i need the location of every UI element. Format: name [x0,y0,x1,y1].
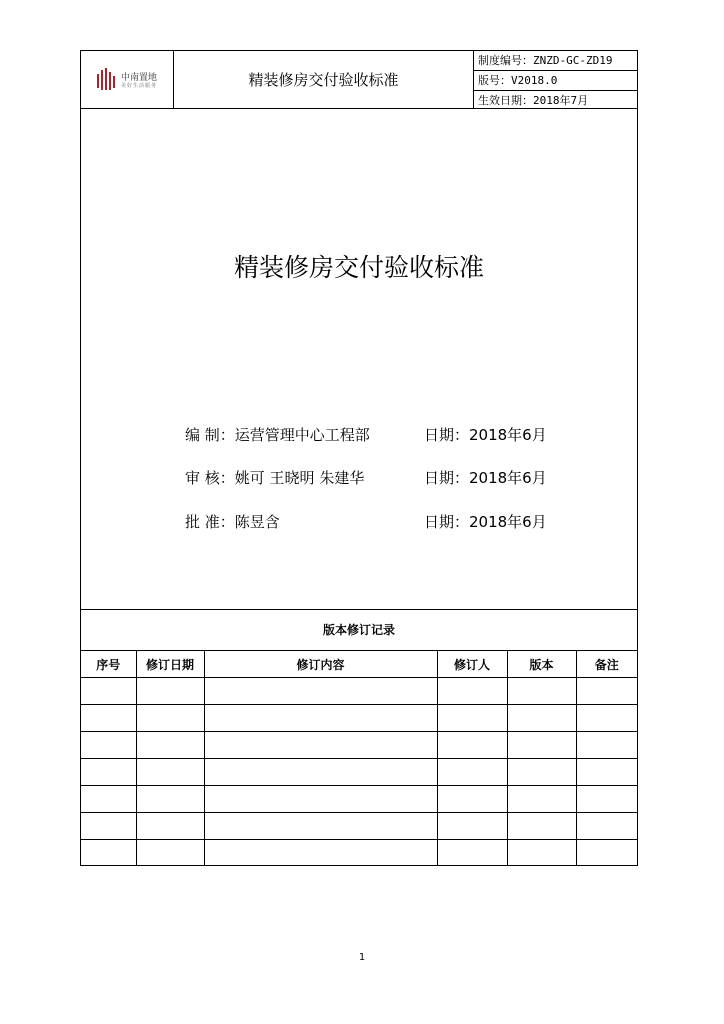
table-cell [437,705,507,732]
table-cell [136,813,204,840]
table-cell [81,759,136,786]
col-header: 备注 [576,651,637,678]
table-cell [204,813,437,840]
document-header [81,51,637,109]
table-cell [576,759,637,786]
signature-review [185,467,364,488]
sig-date: 日期：2018年6月 [424,426,547,444]
table-cell [507,732,576,759]
table-cell [507,813,576,840]
header-meta [474,51,637,108]
table-cell [507,705,576,732]
sig-role: 审 核： [185,469,235,487]
document-frame [80,50,638,866]
table-cell [576,813,637,840]
table-cell [136,786,204,813]
table-cell [576,732,637,759]
sig-date: 日期：2018年6月 [424,513,547,531]
col-header: 修订日期 [136,651,204,678]
table-cell [81,813,136,840]
table-cell [81,678,136,705]
table-cell [576,678,637,705]
table-cell [576,705,637,732]
table-row [81,705,637,732]
table-cell [437,759,507,786]
table-cell [81,705,136,732]
table-cell [204,705,437,732]
table-cell [437,813,507,840]
table-cell [507,678,576,705]
table-row [81,732,637,759]
company-logo [81,51,174,108]
doc-number: 制度编号：ZNZD-GC-ZD19 [478,54,613,67]
sig-role: 批 准： [185,513,235,531]
table-cell [576,840,637,867]
sig-name: 运营管理中心工程部 [234,426,370,444]
table-row [81,759,637,786]
sig-name: 姚可 王晓明 朱建华 [234,469,365,487]
revision-caption: 版本修订记录 [81,610,637,651]
table-cell [437,678,507,705]
table-cell [204,759,437,786]
table-cell [507,786,576,813]
sig-date: 日期：2018年6月 [424,469,547,487]
table-cell [437,840,507,867]
table-cell [81,732,136,759]
table-cell [204,678,437,705]
col-header: 修订内容 [204,651,437,678]
table-cell [437,732,507,759]
table-cell [136,732,204,759]
table-cell [507,759,576,786]
table-cell [81,786,136,813]
col-header: 修订人 [437,651,507,678]
table-cell [136,705,204,732]
logo-subtitle: 美好生活服务 [121,83,158,89]
table-header-row [81,651,637,678]
logo-name: 中南置地 [121,73,158,83]
doc-version: 版号：V2018.0 [474,70,637,90]
revision-table [81,651,637,866]
effective-date: 生效日期：2018年7月 [474,90,637,110]
table-cell [136,840,204,867]
col-header: 版本 [507,651,576,678]
table-cell [204,732,437,759]
revision-record [81,609,637,866]
cover-title: 精装修房交付验收标准 [233,253,484,282]
table-cell [204,840,437,867]
table-cell [136,759,204,786]
table-cell [507,840,576,867]
signature-compile [185,424,370,445]
col-header: 序号 [81,651,136,678]
table-row [81,813,637,840]
table-cell [204,786,437,813]
table-row [81,678,637,705]
sig-name: 陈昱含 [234,513,280,531]
table-row [81,840,637,867]
table-cell [437,786,507,813]
table-cell [81,840,136,867]
revision-rows [81,678,637,867]
table-cell [576,786,637,813]
table-cell [136,678,204,705]
table-row [81,786,637,813]
sig-role: 编 制： [185,426,235,444]
signature-approve [185,511,280,532]
page-number: 1 [358,952,366,963]
header-title: 精装修房交付验收标准 [174,51,474,108]
